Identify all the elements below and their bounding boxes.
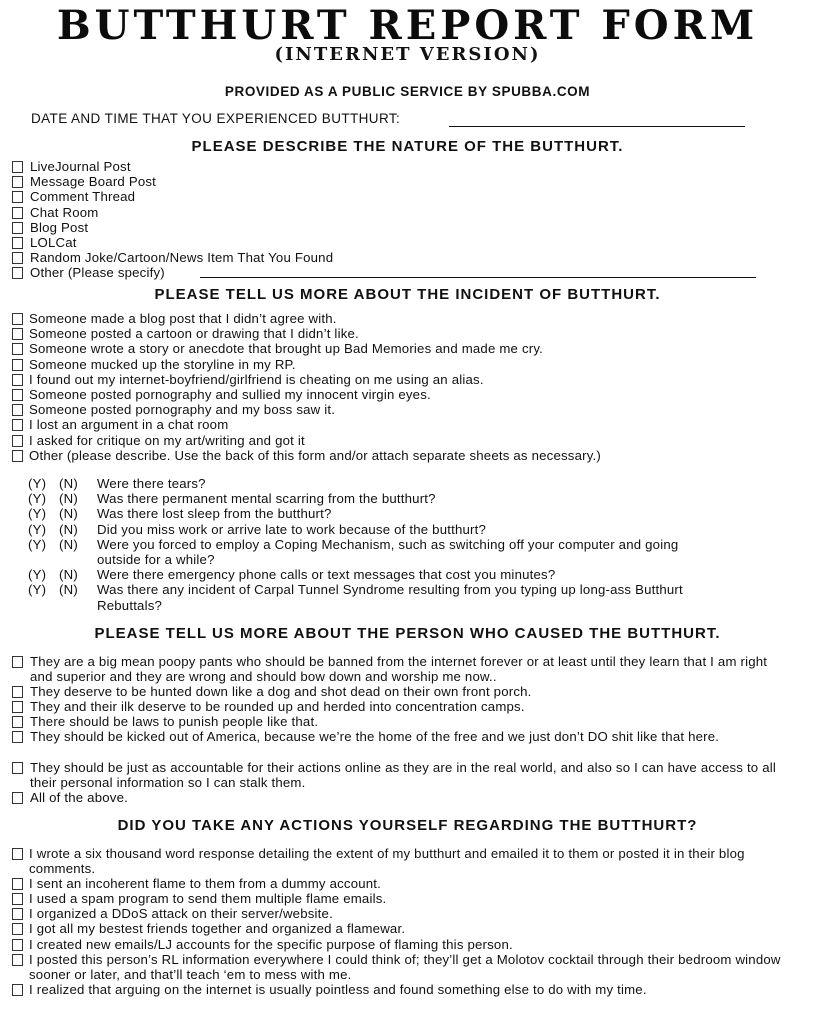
- checklist-item: [10, 387, 807, 402]
- checklist-item-label: I got all my bestest friends together and organized a flamewar.: [29, 921, 406, 937]
- checkbox[interactable]: [12, 954, 23, 966]
- checklist-item-label: Chat Room: [30, 204, 99, 220]
- date-time-label: DATE AND TIME THAT YOU EXPERIENCED BUTTHURT:: [31, 111, 401, 126]
- question-row: [28, 537, 795, 567]
- date-time-row: [31, 111, 751, 129]
- incident-checklist: [10, 311, 807, 463]
- checkbox[interactable]: [12, 435, 23, 447]
- checkbox[interactable]: [12, 419, 23, 431]
- checkbox[interactable]: [12, 762, 23, 774]
- no-option[interactable]: (N): [59, 582, 78, 598]
- checklist-item-other: [10, 265, 807, 280]
- checklist-item: [10, 982, 807, 997]
- checklist-item-label: Blog Post: [30, 219, 89, 235]
- checklist-item: [10, 699, 807, 714]
- checklist-item-label: Other (please describe. Use the back of this form and/or attach separate sheets as necessary.): [29, 447, 601, 463]
- date-time-field[interactable]: [449, 126, 745, 127]
- other-specify-field[interactable]: [200, 277, 756, 278]
- checklist-item-label: I created new emails/LJ accounts for the specific purpose of flaming this person.: [29, 936, 513, 952]
- checkbox[interactable]: [12, 176, 23, 188]
- checklist-item: [10, 921, 807, 936]
- section-nature-heading: PLEASE DESCRIBE THE NATURE OF THE BUTTHURT.: [191, 138, 624, 155]
- checklist-item: [10, 189, 807, 204]
- checklist-item-label: I sent an incoherent flame to them from a dummy account.: [29, 876, 382, 892]
- checklist-item-label: Someone posted a cartoon or drawing that I didn’t like.: [29, 326, 359, 342]
- checkbox[interactable]: [12, 252, 23, 264]
- checkbox[interactable]: [12, 893, 23, 905]
- question-text: Were there tears?: [97, 476, 206, 491]
- checklist-item: [10, 906, 807, 921]
- checklist-item-label: They should be just as accountable for their actions online as they are in the real world, and also so I can have access to all their personal information so I can stalk them.: [30, 759, 776, 790]
- provided-by-line: PROVIDED AS A PUBLIC SERVICE BY SPUBBA.COM: [224, 84, 591, 99]
- question-text: Were there emergency phone calls or text messages that cost you minutes?: [97, 567, 556, 583]
- checklist-item: [10, 159, 807, 174]
- checklist-item-label: LOLCat: [30, 234, 77, 250]
- checkbox[interactable]: [12, 731, 23, 743]
- form-title: BUTTHURT REPORT FORM: [56, 2, 759, 49]
- question-text: Was there any incident of Carpal Tunnel Syndrome resulting from you typing up long-ass Butthurt Rebuttals?: [97, 582, 683, 613]
- checklist-item-label: I asked for critique on my art/writing and got it: [29, 432, 305, 448]
- section-person-heading: PLEASE TELL US MORE ABOUT THE PERSON WHO CAUSED THE BUTTHURT.: [94, 625, 721, 642]
- checklist-item-label: Other (Please specify): [30, 265, 165, 281]
- question-row: [28, 567, 795, 582]
- yes-option[interactable]: (Y): [28, 521, 47, 537]
- checkbox[interactable]: [12, 686, 23, 698]
- question-row: [28, 476, 795, 491]
- yes-option[interactable]: (Y): [28, 491, 47, 507]
- checkbox[interactable]: [12, 701, 23, 713]
- checklist-item: [10, 937, 807, 952]
- checklist-item: [10, 846, 807, 876]
- yes-option[interactable]: (Y): [28, 582, 47, 598]
- yes-option[interactable]: (Y): [28, 567, 47, 583]
- checklist-item-label: Comment Thread: [30, 189, 136, 205]
- checkbox[interactable]: [12, 328, 23, 340]
- checklist-item: [10, 357, 807, 372]
- question-text: Did you miss work or arrive late to work because of the butthurt?: [97, 521, 487, 537]
- checklist-item-label: I realized that arguing on the internet is usually pointless and found something else to do with my time.: [29, 981, 647, 997]
- checklist-item-label: Someone wrote a story or anecdote that brought up Bad Memories and made me cry.: [29, 341, 544, 357]
- checklist-item-other: [10, 448, 807, 463]
- checklist-item: [10, 220, 807, 235]
- no-option[interactable]: (N): [59, 476, 78, 491]
- question-row: [28, 582, 795, 612]
- checkbox[interactable]: [12, 404, 23, 416]
- question-text: Were you forced to employ a Coping Mechanism, such as switching off your computer and going outside for a while?: [97, 536, 679, 567]
- checklist-item: [10, 433, 807, 448]
- checkbox[interactable]: [12, 656, 23, 668]
- checklist-item: [10, 235, 807, 250]
- checklist-item-label: There should be laws to punish people like that.: [30, 714, 319, 730]
- no-option[interactable]: (N): [59, 567, 78, 583]
- checklist-item-label: I organized a DDoS attack on their server/website.: [29, 906, 333, 922]
- checklist-item: [10, 654, 807, 684]
- no-option[interactable]: (N): [59, 491, 78, 507]
- checklist-item: [10, 952, 807, 982]
- checklist-item-label: Someone mucked up the storyline in my RP.: [29, 356, 296, 372]
- checkbox[interactable]: [12, 908, 23, 920]
- checkbox[interactable]: [12, 450, 23, 462]
- yes-option[interactable]: (Y): [28, 536, 47, 552]
- checkbox[interactable]: [12, 848, 23, 860]
- checkbox[interactable]: [12, 267, 23, 279]
- checkbox[interactable]: [12, 237, 23, 249]
- checklist-item: [10, 790, 807, 805]
- checklist-item: [10, 250, 807, 265]
- question-row: [28, 506, 795, 521]
- checkbox[interactable]: [12, 343, 23, 355]
- checklist-item: [10, 684, 807, 699]
- question-row: [28, 491, 795, 506]
- checkbox[interactable]: [12, 792, 23, 804]
- checklist-item-label: They and their ilk deserve to be rounded up and herded into concentration camps.: [30, 699, 525, 715]
- form-subtitle: (INTERNET VERSION): [274, 44, 541, 65]
- checklist-item-label: I used a spam program to send them multiple flame emails.: [29, 891, 387, 907]
- checklist-item: [10, 760, 807, 790]
- no-option[interactable]: (N): [59, 536, 78, 552]
- checkbox[interactable]: [12, 161, 23, 173]
- actions-checklist: [10, 846, 807, 997]
- checklist-item-label: Someone made a blog post that I didn’t agree with.: [29, 311, 337, 326]
- checkbox[interactable]: [12, 191, 23, 203]
- checkbox[interactable]: [12, 939, 23, 951]
- checklist-item-label: I lost an argument in a chat room: [29, 417, 229, 433]
- no-option[interactable]: (N): [59, 506, 78, 522]
- checklist-item-label: Someone posted pornography and sullied my innocent virgin eyes.: [29, 386, 431, 402]
- checklist-item-label: LiveJournal Post: [30, 159, 131, 174]
- checklist-item-label: I posted this person’s RL information everywhere I could think of; they’ll get a Molotov cocktail through their bedroom window sooner or later, and that’ll teach ‘em to mess with me.: [29, 951, 781, 982]
- checkbox[interactable]: [12, 207, 23, 219]
- checkbox[interactable]: [12, 389, 23, 401]
- checkbox[interactable]: [12, 984, 23, 996]
- checklist-item-label: All of the above.: [30, 789, 128, 805]
- section-incident-heading: PLEASE TELL US MORE ABOUT THE INCIDENT OF BUTTHURT.: [154, 286, 661, 303]
- checklist-item: [10, 729, 807, 759]
- checkbox[interactable]: [12, 313, 23, 325]
- checkbox[interactable]: [12, 374, 23, 386]
- checkbox[interactable]: [12, 923, 23, 935]
- checklist-item: [10, 891, 807, 906]
- checklist-item-label: Someone posted pornography and my boss saw it.: [29, 402, 336, 418]
- question-row: [28, 522, 795, 537]
- checkbox[interactable]: [12, 359, 23, 371]
- checklist-item-label: They deserve to be hunted down like a dog and shot dead on their own front porch.: [30, 684, 532, 700]
- person-checklist: [10, 654, 807, 805]
- checklist-item: [10, 876, 807, 891]
- checklist-item-label: Random Joke/Cartoon/News Item That You Found: [30, 250, 334, 266]
- checklist-item: [10, 174, 807, 189]
- checklist-item: [10, 714, 807, 729]
- yes-option[interactable]: (Y): [28, 506, 47, 522]
- checklist-item: [10, 372, 807, 387]
- checklist-item: [10, 402, 807, 417]
- checkbox[interactable]: [12, 222, 23, 234]
- checklist-item: [10, 205, 807, 220]
- checklist-item: [10, 341, 807, 356]
- checklist-item-label: They should be kicked out of America, because we’re the home of the free and we just don’t DO shit like that here.: [30, 729, 720, 745]
- nature-checklist: [10, 159, 807, 281]
- checklist-item-label: I found out my internet-boyfriend/girlfriend is cheating on me using an alias.: [29, 371, 484, 387]
- checklist-item-label: I wrote a six thousand word response detailing the extent of my butthurt and emailed it to them or posted it in their blog comments.: [29, 846, 745, 877]
- checklist-item: [10, 326, 807, 341]
- no-option[interactable]: (N): [59, 521, 78, 537]
- checkbox[interactable]: [12, 716, 23, 728]
- checklist-item-label: Message Board Post: [30, 174, 157, 190]
- question-text: Was there permanent mental scarring from the butthurt?: [97, 491, 436, 507]
- question-text: Was there lost sleep from the butthurt?: [97, 506, 332, 522]
- checklist-item-label: They are a big mean poopy pants who should be banned from the internet forever or at least until they learn that I am right and superior and they are wrong and should bow down and worship me now..: [30, 654, 768, 685]
- checklist-item: [10, 417, 807, 432]
- checklist-item: [10, 311, 807, 326]
- yes-no-questions: [28, 476, 795, 613]
- checkbox[interactable]: [12, 878, 23, 890]
- yes-option[interactable]: (Y): [28, 476, 47, 491]
- section-actions-heading: DID YOU TAKE ANY ACTIONS YOURSELF REGARDING THE BUTTHURT?: [117, 817, 698, 834]
